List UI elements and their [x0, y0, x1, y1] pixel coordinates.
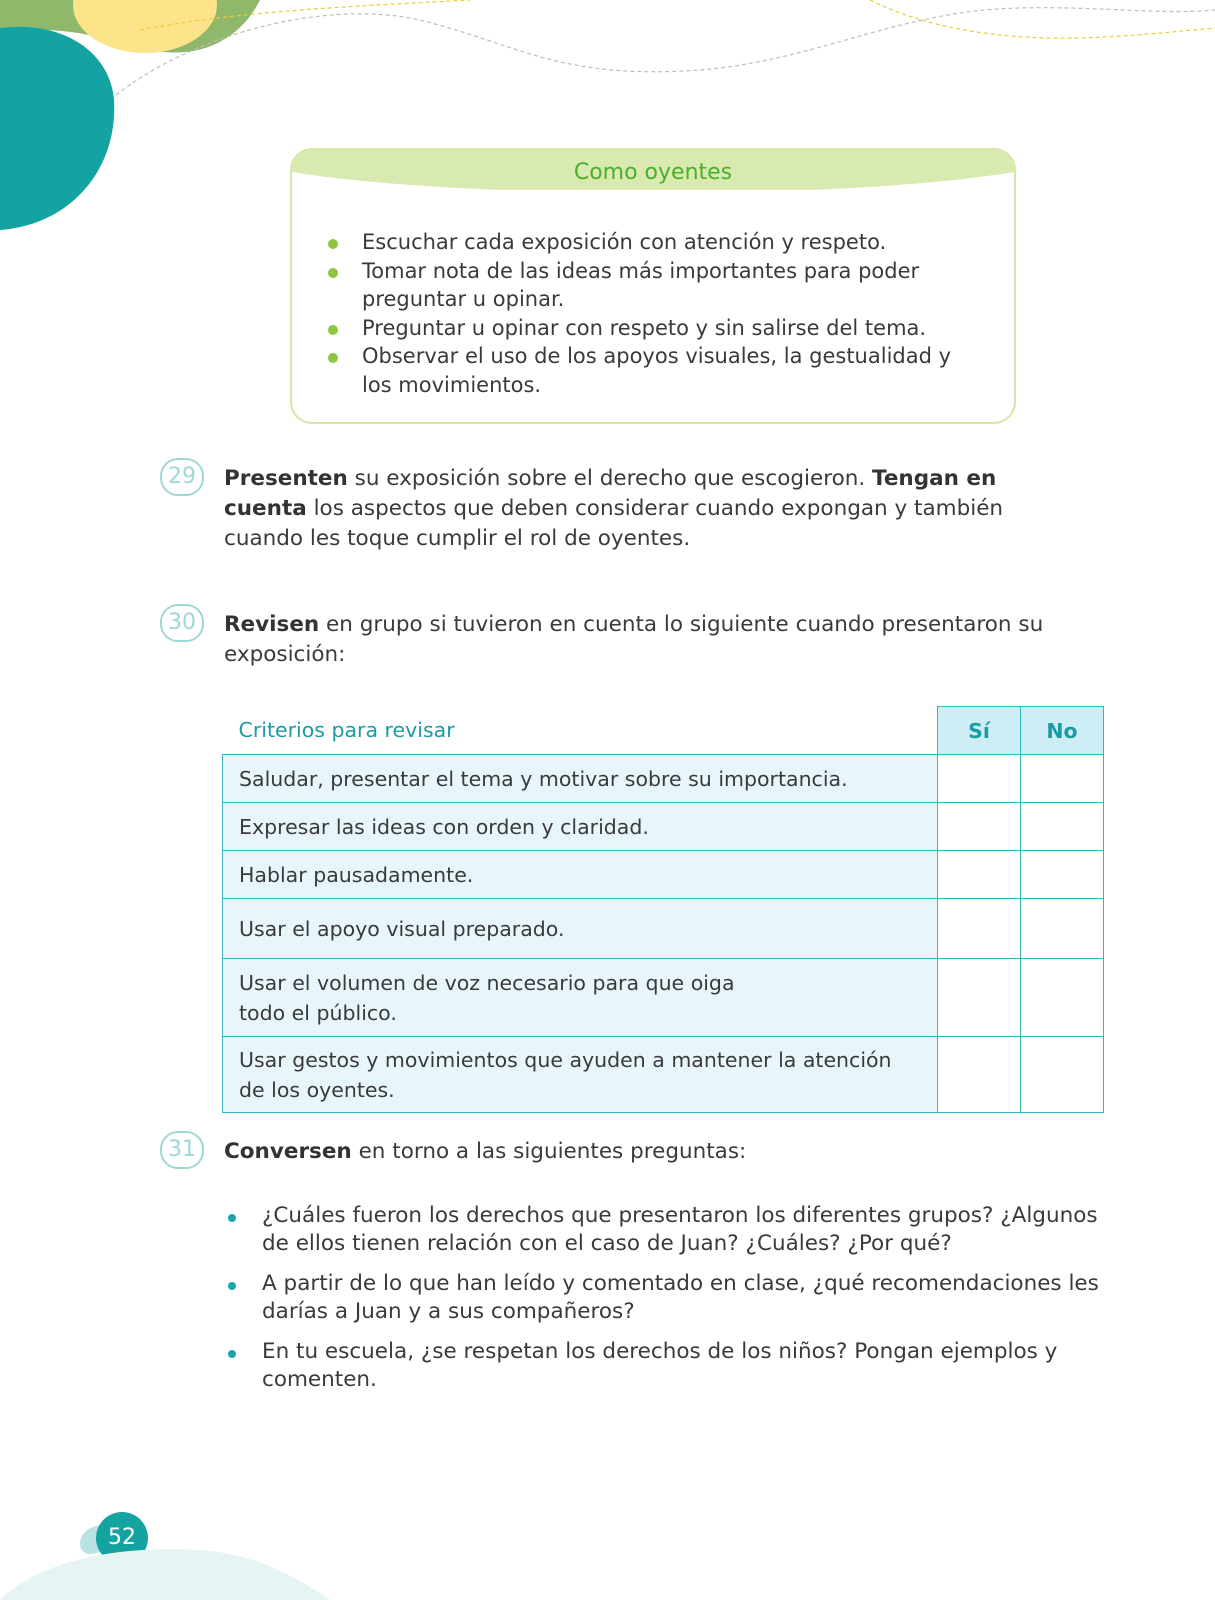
- listeners-box: [290, 148, 1016, 424]
- table-row: [223, 899, 1104, 959]
- criteria-cell: Usar el volumen de voz necesario para que oiga todo el público.: [223, 959, 938, 1037]
- list-item: Observar el uso de los apoyos visuales, la gestualidad y los movimientos.: [322, 342, 982, 399]
- yes-cell[interactable]: [938, 899, 1021, 959]
- no-cell[interactable]: [1021, 755, 1104, 803]
- no-cell[interactable]: [1021, 851, 1104, 899]
- table-row: [223, 851, 1104, 899]
- criteria-cell: Expresar las ideas con orden y claridad.: [223, 803, 938, 851]
- table-row: [223, 803, 1104, 851]
- criteria-header: Criterios para revisar: [223, 707, 938, 755]
- bullet-icon: [228, 1214, 236, 1222]
- list-item: Tomar nota de las ideas más importantes para poder preguntar u opinar.: [322, 257, 982, 314]
- criteria-cell: Usar el apoyo visual preparado.: [223, 899, 938, 959]
- activity-30: [160, 604, 1080, 674]
- no-cell[interactable]: [1021, 959, 1104, 1037]
- yes-cell[interactable]: [938, 803, 1021, 851]
- bullet-icon: [328, 268, 338, 278]
- yes-header: Sí: [938, 707, 1021, 755]
- criteria-cell: Usar gestos y movimientos que ayuden a mantener la atención de los oyentes.: [223, 1037, 938, 1113]
- activity-number: 29: [160, 458, 204, 496]
- activity-number: 31: [160, 1131, 204, 1169]
- criteria-table: [222, 706, 1104, 1113]
- activity-31: [160, 1131, 1060, 1181]
- bullet-icon: [228, 1350, 236, 1358]
- activity-text: Conversen en torno a las siguientes preguntas:: [224, 1139, 747, 1164]
- no-cell[interactable]: [1021, 1037, 1104, 1113]
- bullet-icon: [328, 325, 338, 335]
- yes-cell[interactable]: [938, 959, 1021, 1037]
- page-number: 52: [96, 1512, 148, 1564]
- list-item: En tu escuela, ¿se respetan los derechos de los niños? Pongan ejemplos y comenten.: [226, 1338, 1106, 1394]
- no-cell[interactable]: [1021, 899, 1104, 959]
- criteria-cell: Hablar pausadamente.: [223, 851, 938, 899]
- list-item: A partir de lo que han leído y comentado en clase, ¿qué recomendaciones les darías a Juan y a sus compañeros?: [226, 1270, 1106, 1326]
- listeners-box-title: Como oyentes: [573, 160, 733, 185]
- table-row: [223, 755, 1104, 803]
- bullet-icon: [328, 239, 338, 249]
- activity-29: [160, 458, 1060, 558]
- questions-list: [226, 1202, 1106, 1406]
- activity-text: Revisen en grupo si tuvieron en cuenta lo siguiente cuando presentaron su exposición:: [224, 612, 1044, 667]
- list-item: Escuchar cada exposición con atención y respeto.: [322, 228, 982, 257]
- bottom-decoration: [0, 1540, 400, 1600]
- list-item: Preguntar u opinar con respeto y sin salirse del tema.: [322, 314, 982, 343]
- listeners-list: [322, 228, 982, 399]
- activity-text: Presenten su exposición sobre el derecho que escogieron. Tengan en cuenta los aspectos que deben considerar cuando expongan y también cuando les toque cumplir el rol de oyentes.: [224, 466, 1004, 551]
- table-row: [223, 1037, 1104, 1113]
- no-cell[interactable]: [1021, 803, 1104, 851]
- yes-cell[interactable]: [938, 851, 1021, 899]
- bullet-icon: [328, 353, 338, 363]
- yes-cell[interactable]: [938, 755, 1021, 803]
- bullet-icon: [228, 1282, 236, 1290]
- criteria-cell: Saludar, presentar el tema y motivar sobre su importancia.: [223, 755, 938, 803]
- table-row: [223, 959, 1104, 1037]
- table-header-row: [223, 707, 1104, 755]
- yes-cell[interactable]: [938, 1037, 1021, 1113]
- activity-number: 30: [160, 604, 204, 642]
- list-item: ¿Cuáles fueron los derechos que presentaron los diferentes grupos? ¿Algunos de ellos tienen relación con el caso de Juan? ¿Cuáles? ¿Por qué?: [226, 1202, 1106, 1258]
- no-header: No: [1021, 707, 1104, 755]
